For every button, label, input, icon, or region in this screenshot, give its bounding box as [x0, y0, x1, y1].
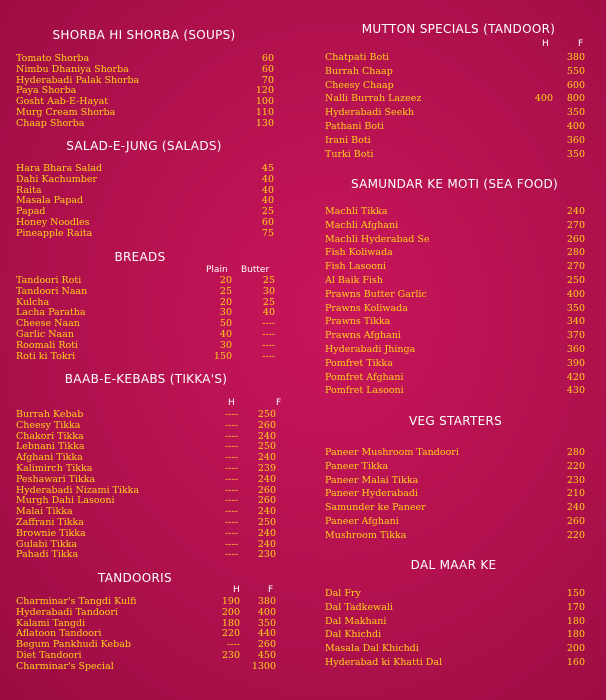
menu-item — [0, 441, 300, 452]
menu-item — [0, 431, 300, 442]
item-price-full: 240 — [257, 527, 276, 539]
item-price: 420 — [566, 371, 585, 383]
item-price: 270 — [566, 219, 585, 231]
item-price: 110 — [255, 107, 274, 118]
item-name: Machli Afghani — [325, 219, 399, 231]
item-price: 270 — [566, 261, 585, 273]
item-price-full: 250 — [257, 517, 276, 528]
item-name: Lacha Paratha — [16, 307, 86, 319]
column-header-half: H — [542, 39, 549, 49]
item-price-half: ---- — [225, 409, 238, 420]
menu-item — [0, 297, 300, 308]
menu-item — [305, 66, 606, 77]
item-price-half: 30 — [219, 339, 232, 351]
item-price-half: 20 — [219, 296, 232, 308]
menu-item — [0, 596, 300, 607]
menu-item — [305, 657, 606, 668]
column-header-full: F — [268, 585, 274, 595]
menu-item — [0, 85, 300, 96]
item-price: 220 — [566, 529, 585, 541]
item-name: Pomfret Tikka — [325, 357, 393, 369]
item-price: 60 — [261, 217, 274, 228]
menu-item — [0, 75, 300, 86]
menu-item — [305, 247, 606, 258]
item-price-full: 239 — [257, 463, 276, 474]
item-name: Paneer Malai Tikka — [325, 474, 419, 486]
item-name: Nimbu Dhaniya Shorba — [16, 63, 129, 75]
menu-item — [305, 289, 606, 300]
menu-item — [0, 463, 300, 474]
item-name: Murg Cream Shorba — [16, 107, 116, 118]
item-price: 250 — [566, 275, 585, 286]
menu-item — [305, 502, 606, 513]
menu-item — [305, 344, 606, 355]
item-name: Dal Khichdi — [325, 629, 382, 641]
item-price: 120 — [255, 85, 274, 97]
item-price: 400 — [566, 288, 585, 300]
item-price-full: 400 — [566, 121, 585, 132]
menu-item — [305, 372, 606, 383]
item-price: 60 — [261, 53, 274, 64]
item-price-half: ---- — [225, 495, 238, 507]
menu-item — [0, 549, 300, 560]
item-price-half: 50 — [219, 318, 232, 330]
item-price-half: 400 — [534, 93, 553, 105]
menu-item — [0, 650, 300, 661]
item-name: Charminar's Special — [16, 660, 114, 672]
menu-item — [305, 488, 606, 499]
item-price-full: 250 — [257, 409, 276, 420]
item-price-full: 40 — [262, 307, 275, 319]
menu-item — [0, 185, 300, 196]
menu-item — [305, 461, 606, 472]
menu-item — [0, 517, 300, 528]
item-price-full: 240 — [257, 430, 276, 442]
item-name: Pomfret Afghani — [325, 371, 404, 383]
item-price-full: 230 — [257, 549, 276, 561]
item-name: Dal Makhani — [325, 615, 387, 627]
item-name: Tandoori Naan — [16, 285, 88, 297]
item-name: Hyderabadi Jhinga — [325, 344, 416, 355]
item-price-half: 150 — [213, 350, 232, 362]
menu-item — [305, 616, 606, 627]
item-price: 70 — [261, 74, 274, 86]
menu-item — [0, 96, 300, 107]
menu-item — [0, 618, 300, 629]
item-name: Cheese Naan — [16, 318, 80, 330]
menu-item — [305, 206, 606, 217]
item-name: Cheesy Tikka — [16, 419, 81, 431]
item-price: 240 — [566, 502, 585, 514]
item-name: Tandoori Roti — [16, 275, 82, 286]
item-price-full: 260 — [257, 495, 276, 507]
menu-item — [305, 121, 606, 132]
item-price-half: ---- — [225, 473, 238, 485]
menu-item — [0, 195, 300, 206]
item-price-full: 260 — [257, 639, 276, 651]
item-name: Pahadi Tikka — [16, 549, 79, 561]
item-price: 130 — [255, 117, 274, 129]
item-price: 40 — [261, 184, 274, 196]
item-price-full: 350 — [257, 617, 276, 629]
item-price-half: ---- — [225, 452, 238, 464]
item-price: 430 — [566, 385, 585, 397]
item-price: 280 — [566, 447, 585, 458]
item-price-half: 25 — [219, 285, 232, 297]
item-name: Malai Tikka — [16, 506, 73, 518]
item-price: 150 — [566, 588, 585, 599]
menu-item — [0, 340, 300, 351]
section-title: SALAD-E-JUNG (SALADS) — [66, 139, 222, 153]
item-name: Murgh Dahi Lasooni — [16, 495, 115, 507]
item-name: Paneer Tikka — [325, 460, 389, 472]
menu-item — [0, 318, 300, 329]
item-price-full: 450 — [257, 650, 276, 661]
item-name: Fish Koliwada — [325, 247, 393, 259]
item-price-full: 260 — [257, 419, 276, 431]
menu-item — [0, 307, 300, 318]
menu-item — [305, 261, 606, 272]
item-price: 100 — [255, 96, 274, 108]
menu-item — [0, 286, 300, 297]
item-price-half: ---- — [225, 484, 238, 496]
menu-item — [0, 174, 300, 185]
column-header-full: F — [578, 39, 584, 49]
item-price: 40 — [261, 173, 274, 185]
item-price-half: ---- — [225, 441, 238, 453]
menu-item — [305, 629, 606, 640]
item-name: Roomali Roti — [16, 339, 79, 351]
section-title: TANDOORIS — [98, 571, 172, 585]
item-price: 45 — [261, 163, 274, 174]
menu-item — [0, 64, 300, 75]
section-title: BREADS — [114, 250, 166, 264]
item-price-full: 240 — [257, 538, 276, 550]
item-name: Tomato Shorba — [16, 53, 90, 64]
item-name: Paya Shorba — [16, 85, 77, 97]
item-price: 220 — [566, 460, 585, 472]
menu-item — [305, 447, 606, 458]
menu-item — [0, 495, 300, 506]
menu-item — [305, 475, 606, 486]
item-name: Masala Papad — [16, 195, 84, 207]
item-name: Brownie Tikka — [16, 527, 86, 539]
item-name: Dal Tadkewali — [325, 601, 393, 613]
item-price: 180 — [566, 629, 585, 641]
menu-item — [305, 135, 606, 146]
menu-item — [0, 628, 300, 639]
menu-item — [305, 149, 606, 160]
item-name: Aflatoon Tandoori — [16, 628, 102, 640]
item-name: Paneer Mushroom Tandoori — [325, 447, 459, 458]
item-name: Lebnani Tikka — [16, 441, 85, 453]
item-price: 230 — [566, 474, 585, 486]
menu-item — [0, 485, 300, 496]
item-price-half: 180 — [221, 617, 240, 629]
item-price-full: 350 — [566, 148, 585, 160]
item-price: 170 — [566, 601, 585, 613]
menu-item — [305, 80, 606, 91]
menu-item — [305, 516, 606, 527]
menu-item — [0, 351, 300, 362]
item-name: Masala Dal Khichdi — [325, 643, 419, 655]
menu-item — [305, 330, 606, 341]
menu-item — [305, 602, 606, 613]
item-name: Garlic Naan — [16, 329, 74, 340]
item-price-half: 20 — [219, 275, 232, 286]
item-name: Paneer Hyderabadi — [325, 488, 418, 500]
menu-item — [305, 530, 606, 541]
menu-item — [305, 303, 606, 314]
item-price-half: 190 — [221, 596, 240, 607]
menu-item — [0, 107, 300, 118]
item-price-half: ---- — [225, 419, 238, 431]
item-name: Nalli Burrah Lazeez — [325, 93, 422, 105]
item-price-full: 240 — [257, 452, 276, 464]
item-name: Hyderabadi Tandoori — [16, 606, 118, 618]
item-name: Begum Pankhudi Kebab — [16, 639, 132, 651]
item-price: 340 — [566, 316, 585, 328]
item-name: Gosht Aab-E-Hayat — [16, 96, 109, 108]
item-price-full: 25 — [262, 275, 275, 286]
item-price-full: 1300 — [251, 660, 276, 672]
item-name: Peshawari Tikka — [16, 473, 96, 485]
item-price: 180 — [566, 615, 585, 627]
item-name: Samunder ke Paneer — [325, 502, 426, 514]
menu-item — [305, 234, 606, 245]
item-price-half: ---- — [225, 506, 238, 518]
menu-item — [0, 607, 300, 618]
item-price: 360 — [566, 344, 585, 355]
item-name: Dal Fry — [325, 588, 361, 599]
item-price: 210 — [566, 488, 585, 500]
item-price-half: 40 — [219, 329, 232, 340]
menu-item — [305, 588, 606, 599]
item-price-half: ---- — [225, 517, 238, 528]
item-price-half: ---- — [225, 549, 238, 561]
section-title: SAMUNDAR KE MOTI (SEA FOOD) — [350, 177, 559, 191]
item-price: 200 — [566, 643, 585, 655]
menu-item — [305, 107, 606, 118]
item-price-full: 240 — [257, 506, 276, 518]
item-name: Dahi Kachumber — [16, 173, 98, 185]
section-title: SHORBA HI SHORBA (SOUPS) — [52, 28, 236, 42]
item-price-half: 30 — [219, 307, 232, 319]
item-name: Prawns Tikka — [325, 316, 391, 328]
menu-item — [305, 275, 606, 286]
item-price: 280 — [566, 247, 585, 259]
menu-item — [0, 661, 300, 672]
item-name: Gulabi Tikka — [16, 538, 78, 550]
item-name: Prawns Koliwada — [325, 302, 408, 314]
item-name: Pomfret Lasooni — [325, 385, 404, 397]
menu-item — [0, 217, 300, 228]
item-name: Burrah Chaap — [325, 65, 393, 77]
item-name: Kalami Tangdi — [16, 617, 86, 629]
item-price-half: ---- — [225, 430, 238, 442]
item-name: Raita — [16, 184, 42, 196]
item-price: 370 — [566, 330, 585, 342]
menu-item — [0, 329, 300, 340]
item-price-half: ---- — [225, 463, 238, 474]
menu-item — [0, 409, 300, 420]
item-price-full: 240 — [257, 473, 276, 485]
menu-item — [0, 206, 300, 217]
item-name: Hara Bhara Salad — [16, 163, 103, 174]
menu-item — [0, 228, 300, 239]
item-name: Afghani Tikka — [16, 452, 83, 464]
item-name: Zaffrani Tikka — [16, 517, 84, 528]
item-price-full: 600 — [566, 79, 585, 91]
column-header-half: H — [228, 398, 235, 408]
item-price-full: 400 — [257, 606, 276, 618]
section-title: MUTTON SPECIALS (TANDOOR) — [361, 22, 556, 36]
item-name: Burrah Kebab — [16, 409, 84, 420]
menu-item — [0, 118, 300, 129]
item-price: 60 — [261, 63, 274, 75]
item-name: Roti ki Tokri — [16, 350, 76, 362]
item-price-half: 220 — [221, 628, 240, 640]
column-header-butter: Butter — [241, 265, 270, 275]
item-price-half: 200 — [221, 606, 240, 618]
section-title: DAL MAAR KE — [410, 558, 497, 572]
item-name: Machli Tikka — [325, 206, 388, 217]
menu-item — [0, 528, 300, 539]
item-name: Prawns Afghani — [325, 330, 401, 342]
item-price: 25 — [261, 206, 274, 218]
item-price: 350 — [566, 302, 585, 314]
item-price: 260 — [566, 516, 585, 527]
item-name: Cheesy Chaap — [325, 79, 394, 91]
section-title: BAAB-E-KEBABS (TIKKA'S) — [64, 372, 228, 386]
item-price-full: 380 — [257, 596, 276, 607]
item-name: Irani Boti — [325, 134, 371, 146]
menu-item — [0, 474, 300, 485]
item-name: Kulcha — [16, 296, 50, 308]
item-name: Hyderabad ki Khatti Dal — [325, 657, 443, 668]
item-price-full: 440 — [257, 628, 276, 640]
item-name: Paneer Afghani — [325, 516, 399, 527]
menu-item — [305, 52, 606, 63]
item-price-full: 260 — [257, 484, 276, 496]
item-price-half: ---- — [225, 538, 238, 550]
item-price-full: ---- — [262, 339, 275, 351]
item-price-full: 25 — [262, 296, 275, 308]
item-name: Hyderabadi Seekh — [325, 107, 415, 119]
item-name: Turki Boti — [325, 148, 374, 160]
menu-item — [0, 452, 300, 463]
item-price-full: 360 — [566, 134, 585, 146]
item-name: Pineapple Raita — [16, 227, 93, 239]
item-price: 260 — [566, 233, 585, 245]
menu-item — [0, 420, 300, 431]
item-price: 160 — [566, 657, 585, 668]
menu-item — [0, 506, 300, 517]
item-name: Mushroom Tikka — [325, 529, 407, 541]
item-name: Hyderabadi Nizami Tikka — [16, 484, 140, 496]
menu-item — [0, 53, 300, 64]
menu-item — [305, 385, 606, 396]
item-name: Diet Tandoori — [16, 650, 82, 661]
menu-item — [0, 163, 300, 174]
item-price-half: ---- — [225, 527, 238, 539]
item-name: Kalimirch Tikka — [16, 463, 93, 474]
item-name: Chaap Shorba — [16, 117, 85, 129]
item-name: Pathani Boti — [325, 121, 384, 132]
item-name: Fish Lasooni — [325, 261, 387, 273]
item-name: Al Baik Fish — [325, 275, 384, 286]
item-name: Machli Hyderabad Se — [325, 233, 430, 245]
menu-item — [305, 643, 606, 654]
menu-item — [0, 639, 300, 650]
menu-item — [305, 220, 606, 231]
item-name: Hyderabadi Palak Shorba — [16, 74, 140, 86]
item-price-full: 350 — [566, 107, 585, 119]
item-price: 390 — [566, 357, 585, 369]
item-name: Chakori Tikka — [16, 430, 84, 442]
column-header-half: H — [233, 585, 240, 595]
menu-item — [0, 275, 300, 286]
section-title: VEG STARTERS — [408, 414, 503, 428]
menu-item — [0, 539, 300, 550]
item-name: Chatpati Boti — [325, 52, 390, 63]
column-header-plain: Plain — [206, 265, 228, 275]
item-name: Charminar's Tangdi Kulfi — [16, 596, 137, 607]
item-price-full: 30 — [262, 285, 275, 297]
item-price-full: ---- — [262, 350, 275, 362]
menu-item — [305, 93, 606, 104]
item-price-half: 230 — [221, 650, 240, 661]
item-price-half: ---- — [227, 639, 240, 651]
item-price-full: 380 — [566, 52, 585, 63]
item-name: Prawns Butter Garlic — [325, 288, 427, 300]
item-name: Honey Noodles — [16, 217, 90, 228]
item-price: 75 — [261, 227, 274, 239]
item-price: 40 — [261, 195, 274, 207]
item-price-full: ---- — [262, 329, 275, 340]
item-price-full: 250 — [257, 441, 276, 453]
item-price-full: ---- — [262, 318, 275, 330]
menu-item — [305, 316, 606, 327]
item-name: Papad — [16, 206, 46, 218]
column-header-full: F — [276, 398, 282, 408]
item-price: 240 — [566, 206, 585, 217]
item-price-full: 800 — [566, 93, 585, 105]
item-price-full: 550 — [566, 65, 585, 77]
menu-item — [305, 358, 606, 369]
